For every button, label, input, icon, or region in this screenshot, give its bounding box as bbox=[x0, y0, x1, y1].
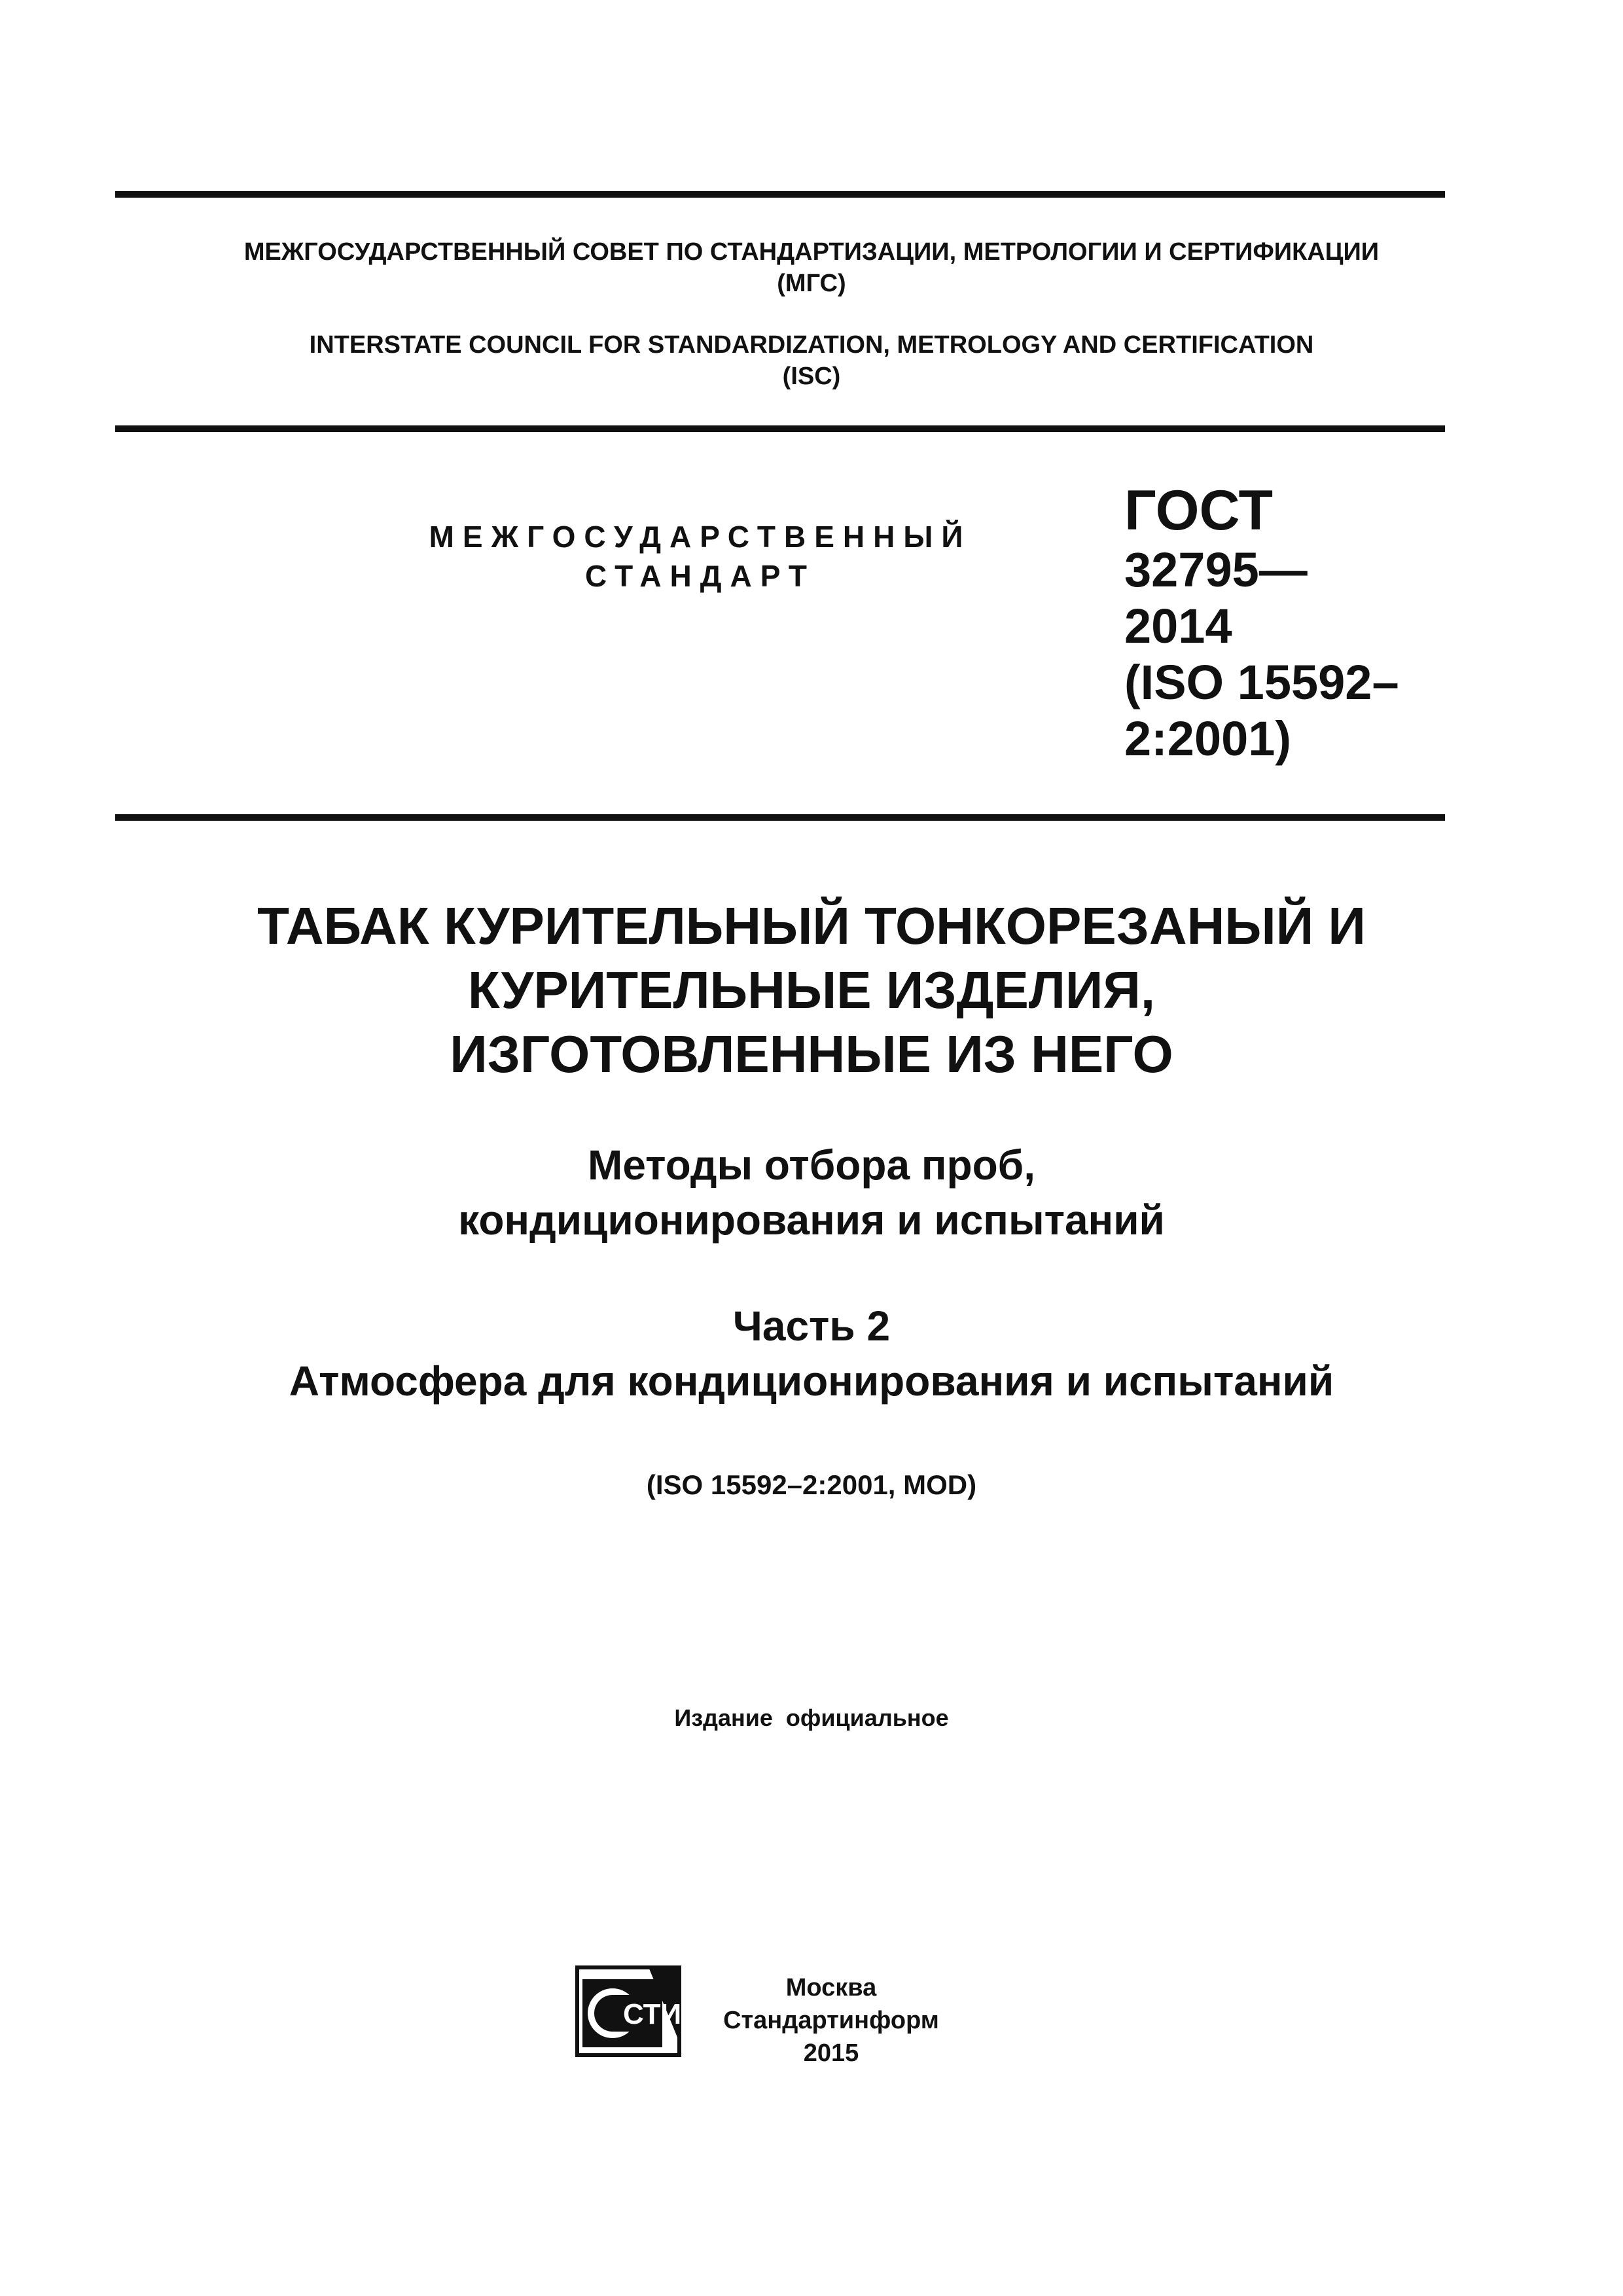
title-line2: КУРИТЕЛЬНЫЕ ИЗДЕЛИЯ, bbox=[467, 961, 1156, 1019]
council-abbr-ru: (МГС) bbox=[777, 270, 846, 297]
gost-iso-line1: (ISO 15592– bbox=[1124, 655, 1399, 709]
standard-kind bbox=[406, 517, 995, 596]
designation-rule bbox=[115, 814, 1445, 821]
document-title bbox=[0, 894, 1623, 1086]
gost-number: 32795— bbox=[1124, 543, 1308, 597]
iso-reference: (ISO 15592–2:2001, MOD) bbox=[646, 1469, 977, 1500]
subtitle-line2: кондиционирования и испытаний bbox=[458, 1196, 1165, 1244]
publisher-info bbox=[694, 1971, 969, 2070]
standard-kind-line2: СТАНДАРТ bbox=[585, 559, 815, 593]
part-name: Атмосфера для кондиционирования и испытаний bbox=[289, 1357, 1334, 1405]
publisher-city: Москва bbox=[785, 1974, 877, 2001]
header-rule bbox=[115, 425, 1445, 432]
council-abbr-en: (ISC) bbox=[782, 363, 841, 390]
publisher-year: 2015 bbox=[803, 2039, 859, 2067]
part-label: Часть 2 bbox=[732, 1302, 891, 1350]
council-name-ru: МЕЖГОСУДАРСТВЕННЫЙ СОВЕТ ПО СТАНДАРТИЗАЦИИ, МЕТРОЛОГИИ И СЕРТИФИКАЦИИ bbox=[243, 238, 1380, 266]
top-rule bbox=[115, 191, 1445, 198]
gost-iso-line2: 2:2001) bbox=[1124, 711, 1292, 766]
council-name-en: INTERSTATE COUNCIL FOR STANDARDIZATION, METROLOGY AND CERTIFICATION bbox=[309, 331, 1314, 359]
standartinform-logo-icon bbox=[575, 1965, 682, 2058]
publisher-name: Стандартинформ bbox=[723, 2007, 939, 2034]
document-subtitle bbox=[0, 1138, 1623, 1247]
edition-note: Издание официальное bbox=[674, 1704, 949, 1731]
logo-text: СТИ bbox=[623, 1998, 682, 2030]
gost-designation bbox=[1124, 479, 1438, 767]
gost-prefix: ГОСТ bbox=[1124, 479, 1274, 542]
document-part bbox=[0, 1299, 1623, 1408]
gost-year: 2014 bbox=[1124, 599, 1232, 653]
title-line1: ТАБАК КУРИТЕЛЬНЫЙ ТОНКОРЕЗАНЫЙ И bbox=[257, 897, 1366, 955]
title-line3: ИЗГОТОВЛЕННЫЕ ИЗ НЕГО bbox=[450, 1025, 1173, 1083]
standard-kind-line1: МЕЖГОСУДАРСТВЕННЫЙ bbox=[429, 520, 972, 554]
subtitle-line1: Методы отбора проб, bbox=[588, 1141, 1035, 1189]
